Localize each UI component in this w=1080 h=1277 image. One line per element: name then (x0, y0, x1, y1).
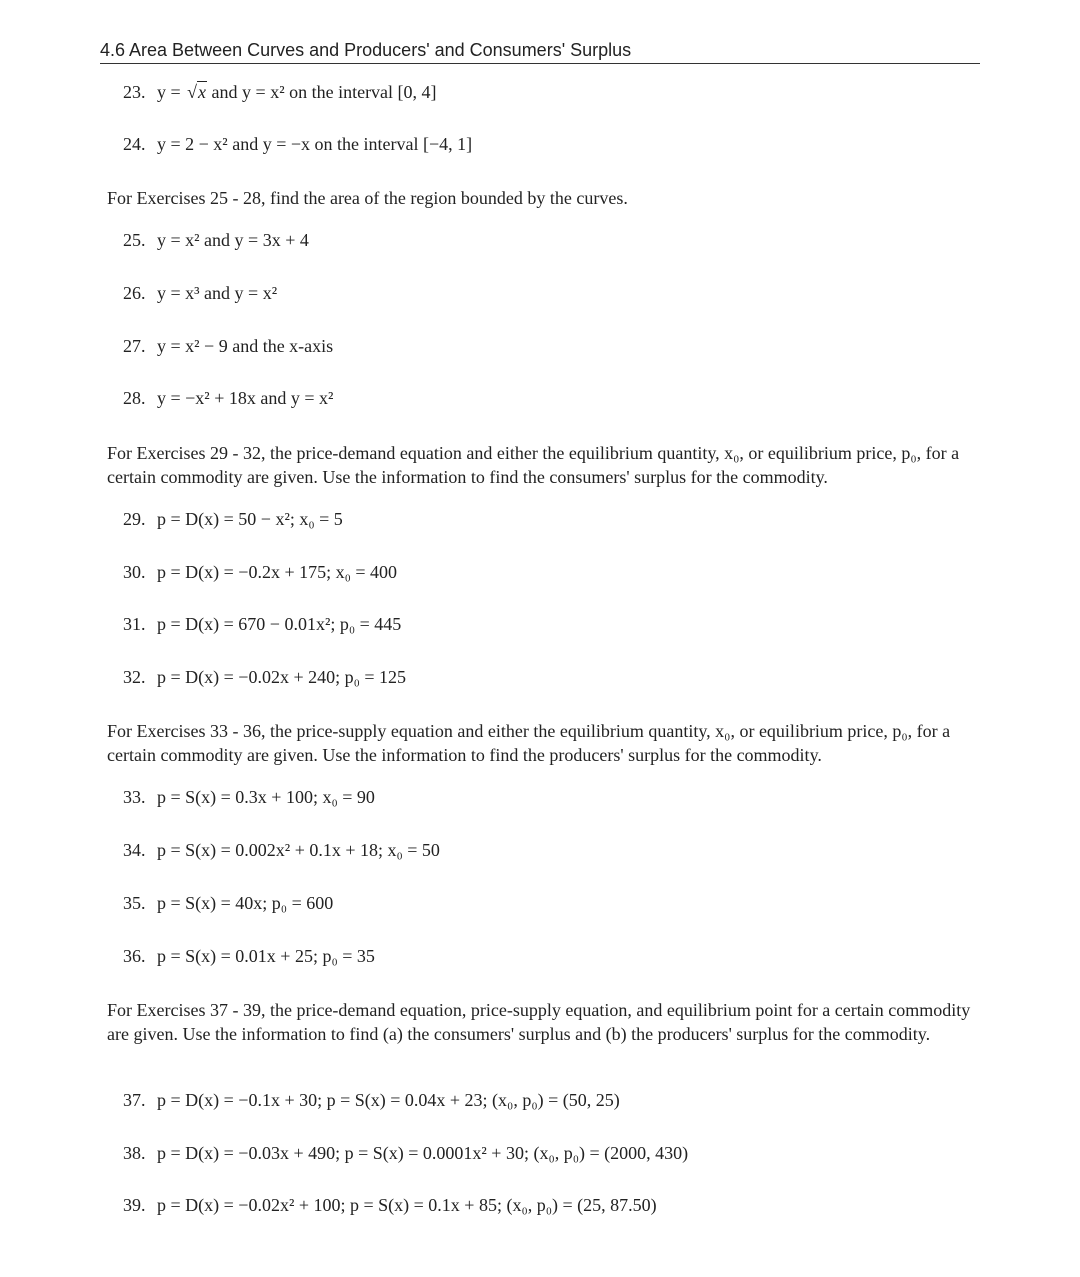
exercise-text: p = D(x) = −0.03x + 490; p = S(x) = 0.0001x² + 30; (x₀, p₀) = (2000, 430) (157, 1143, 689, 1163)
section-header: 4.6 Area Between Curves and Producers' and Consumers' Surplus (100, 40, 632, 60)
exercise-text: p = D(x) = −0.02x² + 100; p = S(x) = 0.1x + 85; (x₀, p₀) = (25, 87.50) (157, 1195, 657, 1215)
exercise-text: y = x³ and y = x² (157, 283, 278, 303)
exercise-27 (123, 336, 333, 357)
exercise-text: p = D(x) = −0.02x + 240; p₀ = 125 (157, 667, 407, 687)
exercise-33 (123, 787, 375, 808)
exercise-text: y = −x² + 18x and y = x² (157, 388, 334, 408)
exercise-32 (123, 667, 406, 688)
intro-37-39: For Exercises 37 - 39, the price-demand equation, price-supply equation, and equilibrium point for a certain commodity are given. Use the information to find (a) the consumers' surplus and (b) the producers' surplus for the commodity. (107, 1000, 971, 1044)
exercise-34 (123, 840, 440, 861)
radicand: x (198, 82, 207, 102)
exercise-number: 23. (123, 82, 146, 102)
exercise-39 (123, 1195, 657, 1216)
exercise-number: 29. (123, 509, 146, 529)
exercise-text: p = D(x) = −0.1x + 30; p = S(x) = 0.04x + 23; (x₀, p₀) = (50, 25) (157, 1090, 620, 1110)
intro-29-32: For Exercises 29 - 32, the price-demand equation and either the equilibrium quantity, x₀, or equilibrium price, p₀, for a certain commodity are given. Use the information to find the consumers' surplus for the commodity. (107, 443, 960, 487)
exercise-35 (123, 893, 333, 914)
intro-25-28: For Exercises 25 - 28, find the area of the region bounded by the curves. (107, 188, 628, 208)
exercise-text: p = S(x) = 0.3x + 100; x₀ = 90 (157, 787, 375, 807)
exercise-28 (123, 388, 333, 409)
exercise-29 (123, 509, 343, 530)
exercise-number: 25. (123, 230, 146, 250)
exercise-number: 28. (123, 388, 146, 408)
exercise-number: 27. (123, 336, 146, 356)
exercise-text: p = S(x) = 0.01x + 25; p₀ = 35 (157, 946, 375, 966)
exercise-number: 33. (123, 787, 146, 807)
exercise-number: 31. (123, 614, 146, 634)
exercise-38 (123, 1143, 688, 1164)
exercise-number: 37. (123, 1090, 146, 1110)
exercise-text-post: and y = x² on the interval [0, 4] (207, 82, 437, 102)
sqrt-expression (185, 82, 207, 103)
exercise-number: 39. (123, 1195, 146, 1215)
exercise-24 (123, 134, 472, 155)
exercise-text: p = S(x) = 40x; p₀ = 600 (157, 893, 334, 913)
exercise-text: p = D(x) = 670 − 0.01x²; p₀ = 445 (157, 614, 402, 634)
exercise-text: y = 2 − x² and y = −x on the interval [−4, 1] (157, 134, 473, 154)
exercise-30 (123, 562, 397, 583)
exercise-number: 34. (123, 840, 146, 860)
exercise-number: 36. (123, 946, 146, 966)
exercise-number: 32. (123, 667, 146, 687)
exercise-text: p = S(x) = 0.002x² + 0.1x + 18; x₀ = 50 (157, 840, 440, 860)
exercise-31 (123, 614, 401, 635)
exercise-text-pre: y = (157, 82, 186, 102)
exercise-text: y = x² and y = 3x + 4 (157, 230, 309, 250)
exercise-number: 38. (123, 1143, 146, 1163)
exercise-number: 35. (123, 893, 146, 913)
radical-sign-icon: √ (187, 82, 198, 102)
exercise-26 (123, 283, 277, 304)
exercise-number: 24. (123, 134, 146, 154)
intro-33-36: For Exercises 33 - 36, the price-supply equation and either the equilibrium quantity, x₀, or equilibrium price, p₀, for a certain commodity are given. Use the information to find the producers' surplus for the commodity. (107, 721, 951, 765)
exercise-number: 26. (123, 283, 146, 303)
exercise-text: p = D(x) = −0.2x + 175; x₀ = 400 (157, 562, 398, 582)
exercise-number: 30. (123, 562, 146, 582)
exercise-text: p = D(x) = 50 − x²; x₀ = 5 (157, 509, 343, 529)
exercise-37 (123, 1090, 620, 1111)
exercise-23 (123, 82, 437, 103)
exercise-36 (123, 946, 375, 967)
header-rule (100, 63, 980, 64)
exercise-25 (123, 230, 309, 251)
exercise-text: y = x² − 9 and the x-axis (157, 336, 334, 356)
